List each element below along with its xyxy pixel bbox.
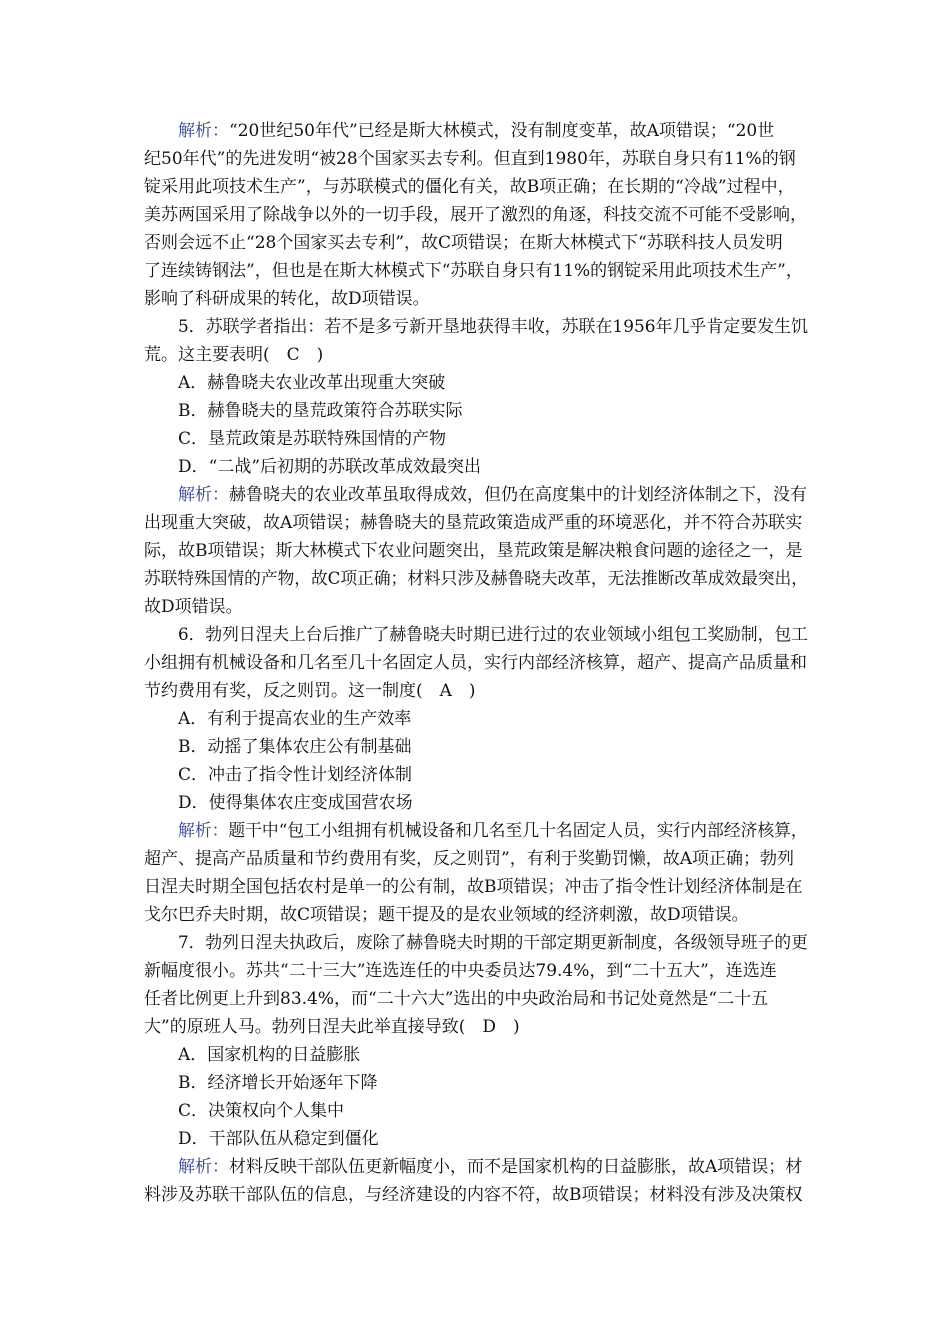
analysis-line: 解析：材料反映干部队伍更新幅度小，而不是国家机构的日益膨胀，故A项错误；材 — [178, 1157, 803, 1177]
question-stem: 5．苏联学者指出：若不是多亏新开垦地获得丰收，苏联在1956年几乎肯定要发生饥 — [178, 317, 809, 337]
question-stem: 6．勃列日涅夫上台后推广了赫鲁晓夫时期已进行过的农业领域小组包工奖励制，包工 — [178, 625, 808, 645]
analysis-line: 否则会远不止“28个国家买去专利”，故C项错误；在斯大林模式下“苏联科技人员发明 — [144, 233, 783, 253]
option-a: A．赫鲁晓夫农业改革出现重大突破 — [178, 373, 446, 393]
option-b: B．赫鲁晓夫的垦荒政策符合苏联实际 — [178, 401, 463, 421]
question-stem: 小组拥有机械设备和几名至几十名固定人员，实行内部经济核算，超产、提高产品质量和 — [144, 653, 807, 673]
option-c: C．决策权向个人集中 — [178, 1101, 345, 1121]
option-d: D．使得集体农庄变成国营农场 — [178, 793, 413, 813]
option-a: A．国家机构的日益膨胀 — [178, 1045, 361, 1065]
option-b: B．动摇了集体农庄公有制基础 — [178, 737, 412, 757]
analysis-line: 戈尔巴乔夫时期，故C项错误；题干提及的是农业领域的经济刺激，故D项错误。 — [144, 905, 749, 925]
analysis-line: 超产、提高产品质量和节约费用有奖，反之则罚”，有利于奖勤罚懒，故A项正确；勃列 — [144, 849, 794, 869]
analysis-label: 解析： — [178, 1157, 229, 1177]
option-a: A．有利于提高农业的生产效率 — [178, 709, 412, 729]
analysis-line: 纪50年代”的先进发明“被28个国家买去专利。但直到1980年，苏联自身只有11%的钢 — [144, 149, 796, 169]
question-stem: 大”的原班人马。勃列日涅夫此举直接导致( D ) — [144, 1017, 520, 1037]
analysis-line: 了连续铸钢法”，但也是在斯大林模式下“苏联自身只有11%的钢锭采用此项技术生产”， — [144, 261, 803, 281]
question-stem: 节约费用有奖，反之则罚。这一制度( A ) — [144, 681, 476, 701]
question-stem: 7．勃列日涅夫执政后，废除了赫鲁晓夫时期的干部定期更新制度，各级领导班子的更 — [178, 933, 808, 953]
question-stem: 任者比例更上升到83.4%，而“二十六大”选出的中央政治局和书记处竟然是“二十五 — [144, 989, 769, 1009]
analysis-line: 际，故B项错误；斯大林模式下农业问题突出，垦荒政策是解决粮食问题的途径之一，是 — [144, 541, 803, 561]
analysis-line: 料涉及苏联干部队伍的信息，与经济建设的内容不符，故B项错误；材料没有涉及决策权 — [144, 1185, 803, 1205]
analysis-line: 影响了科研成果的转化，故D项错误。 — [144, 289, 430, 309]
analysis-line: 美苏两国采用了除战争以外的一切手段，展开了激烈的角逐，科技交流不可能不受影响， — [144, 205, 807, 225]
analysis-line: 出现重大突破，故A项错误；赫鲁晓夫的垦荒政策造成严重的环境恶化，并不符合苏联实 — [144, 513, 803, 533]
analysis-label: 解析： — [178, 821, 229, 841]
question-stem: 荒。这主要表明( C ) — [144, 345, 324, 365]
analysis-label: 解析： — [178, 485, 229, 505]
analysis-line: 解析：“20世纪50年代”已经是斯大林模式，没有制度变革，故A项错误；“20世 — [178, 121, 775, 141]
option-d: D．“二战”后初期的苏联改革成效最突出 — [178, 457, 482, 477]
option-d: D．干部队伍从稳定到僵化 — [178, 1129, 379, 1149]
analysis-line: 解析：赫鲁晓夫的农业改革虽取得成效，但仍在高度集中的计划经济体制之下，没有 — [178, 485, 807, 505]
analysis-label: 解析： — [178, 121, 229, 141]
option-c: C．冲击了指令性计划经济体制 — [178, 765, 413, 785]
option-b: B．经济增长开始逐年下降 — [178, 1073, 378, 1093]
option-c: C．垦荒政策是苏联特殊国情的产物 — [178, 429, 447, 449]
analysis-line: 锭采用此项技术生产”，与苏联模式的僵化有关，故B项正确；在长期的“冷战”过程中， — [144, 177, 795, 197]
question-stem: 新幅度很小。苏共“二十三大”连选连任的中央委员达79.4%，到“二十五大”，连选连 — [144, 961, 777, 981]
analysis-line: 日涅夫时期全国包括农村是单一的公有制，故B项错误；冲击了指令性计划经济体制是在 — [144, 877, 803, 897]
analysis-line: 解析：题干中“包工小组拥有机械设备和几名至几十名固定人员，实行内部经济核算， — [178, 821, 808, 841]
analysis-line: 苏联特殊国情的产物，故C项正确；材料只涉及赫鲁晓夫改革，无法推断改革成效最突出， — [144, 569, 808, 589]
analysis-line: 故D项错误。 — [144, 597, 243, 617]
